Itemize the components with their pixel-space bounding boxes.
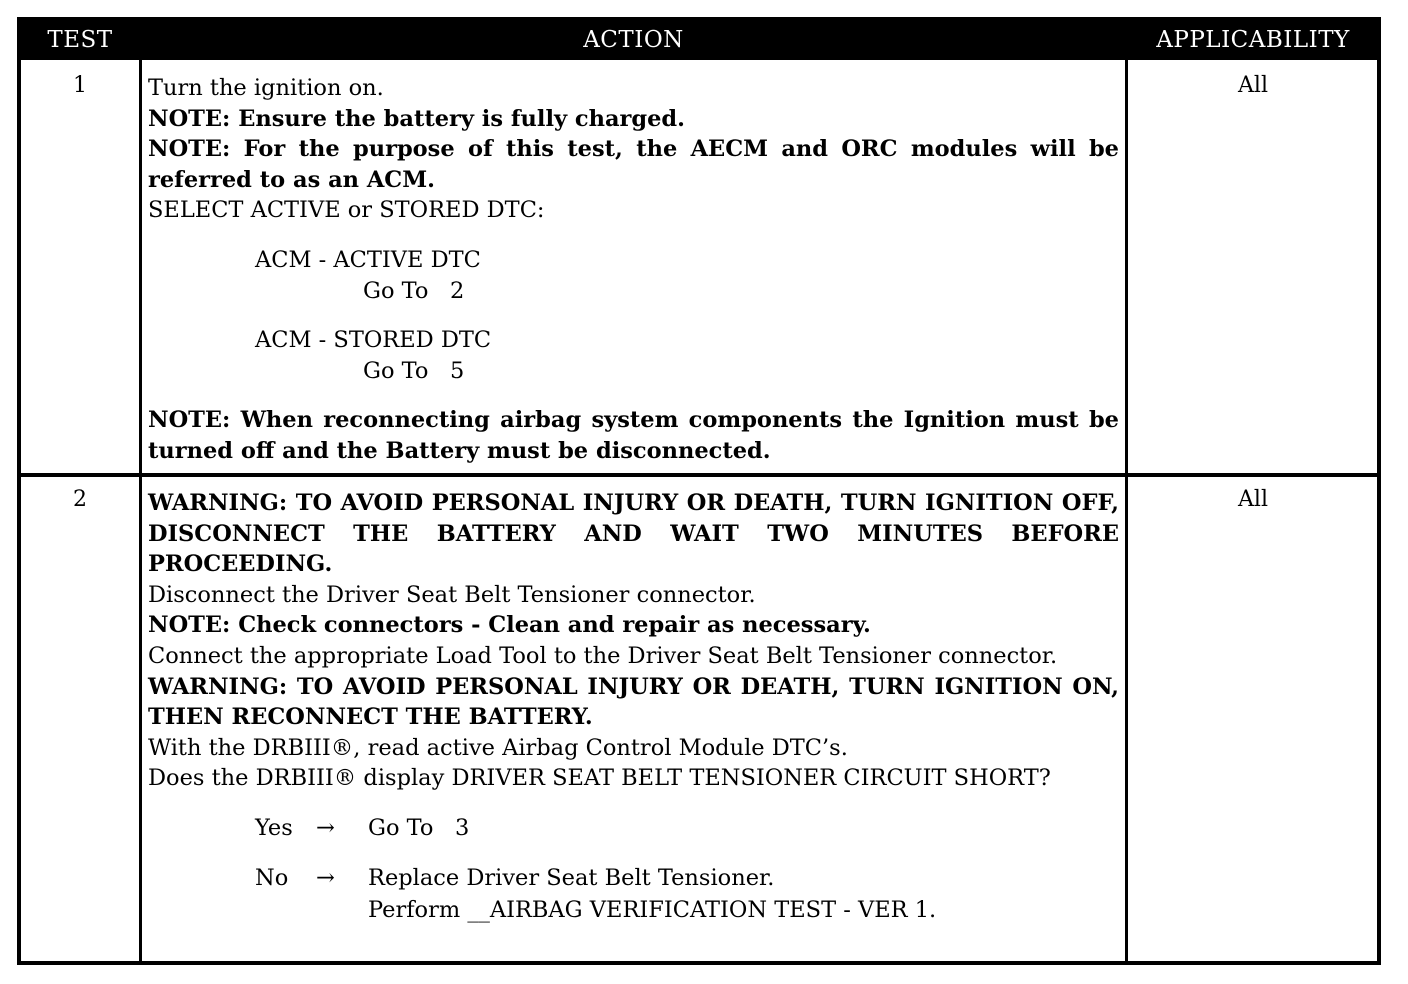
warning-line: WARNING: TO AVOID PERSONAL INJURY OR DEATH, TURN IGNITION OFF, DISCONNECT THE BATTERY AND WAIT TWO MINUTES BEFORE PROCEEDING.	[148, 490, 1119, 578]
header-test: TEST	[47, 27, 113, 53]
goto-label: Go To	[363, 277, 429, 304]
yes-label: Yes	[255, 814, 293, 841]
header-action: ACTION	[583, 27, 684, 53]
column-divider	[139, 21, 142, 961]
action-line: Disconnect the Driver Seat Belt Tensioner connector.	[148, 581, 756, 608]
goto-label: Go To	[368, 814, 434, 841]
no-action-line: Replace Driver Seat Belt Tensioner.	[368, 864, 775, 891]
no-label: No	[255, 864, 289, 891]
perform-line: Perform __AIRBAG VERIFICATION TEST - VER 1.	[368, 897, 937, 924]
action-cell-1	[148, 73, 1119, 467]
action-line: Connect the appropriate Load Tool to the Driver Seat Belt Tensioner connector.	[148, 642, 1058, 669]
goto-line	[148, 276, 1119, 307]
warning-line: WARNING: TO AVOID PERSONAL INJURY OR DEATH, TURN IGNITION ON, THEN RECONNECT THE BATTERY.	[148, 673, 1119, 731]
no-branch-body	[368, 863, 1119, 926]
action-line: SELECT ACTIVE or STORED DTC:	[148, 197, 545, 224]
header-applicability: APPLICABILITY	[1156, 27, 1350, 53]
goto-line	[148, 356, 1119, 387]
diagnostic-table	[17, 17, 1381, 965]
test-number-1: 1	[73, 73, 87, 98]
no-branch	[148, 863, 1119, 926]
action-line: Does the DRBIII® display DRIVER SEAT BELT TENSIONER CIRCUIT SHORT?	[148, 765, 1051, 792]
yes-branch	[148, 813, 1119, 844]
goto-label: Go To	[363, 357, 429, 384]
table-header	[21, 21, 1377, 60]
choice-active-dtc: ACM - ACTIVE DTC	[255, 246, 481, 273]
goto-number: 3	[454, 814, 470, 841]
note-line: NOTE: Ensure the battery is fully charged.	[148, 105, 686, 132]
row-divider	[21, 473, 1377, 477]
test-number-2: 2	[73, 487, 87, 512]
note-line: NOTE: When reconnecting airbag system components the Ignition must be turned off and the Battery must be disconnected.	[148, 407, 1119, 464]
applicability-1: All	[1238, 73, 1268, 98]
action-line: Turn the ignition on.	[148, 75, 384, 101]
note-line: NOTE: For the purpose of this test, the AECM and ORC modules will be referred to as an ACM.	[148, 136, 1119, 193]
action-line: With the DRBIII®, read active Airbag Control Module DTC’s.	[148, 734, 848, 761]
goto-number: 2	[449, 277, 465, 304]
goto-line	[368, 813, 1119, 844]
action-cell-2	[148, 488, 1119, 926]
applicability-2: All	[1238, 487, 1268, 512]
goto-number: 5	[449, 357, 465, 384]
arrow-right-icon: →	[316, 814, 335, 841]
arrow-right-icon: →	[316, 864, 335, 891]
choice-stored-dtc: ACM - STORED DTC	[255, 327, 492, 354]
note-line: NOTE: Check connectors - Clean and repair as necessary.	[148, 612, 871, 639]
